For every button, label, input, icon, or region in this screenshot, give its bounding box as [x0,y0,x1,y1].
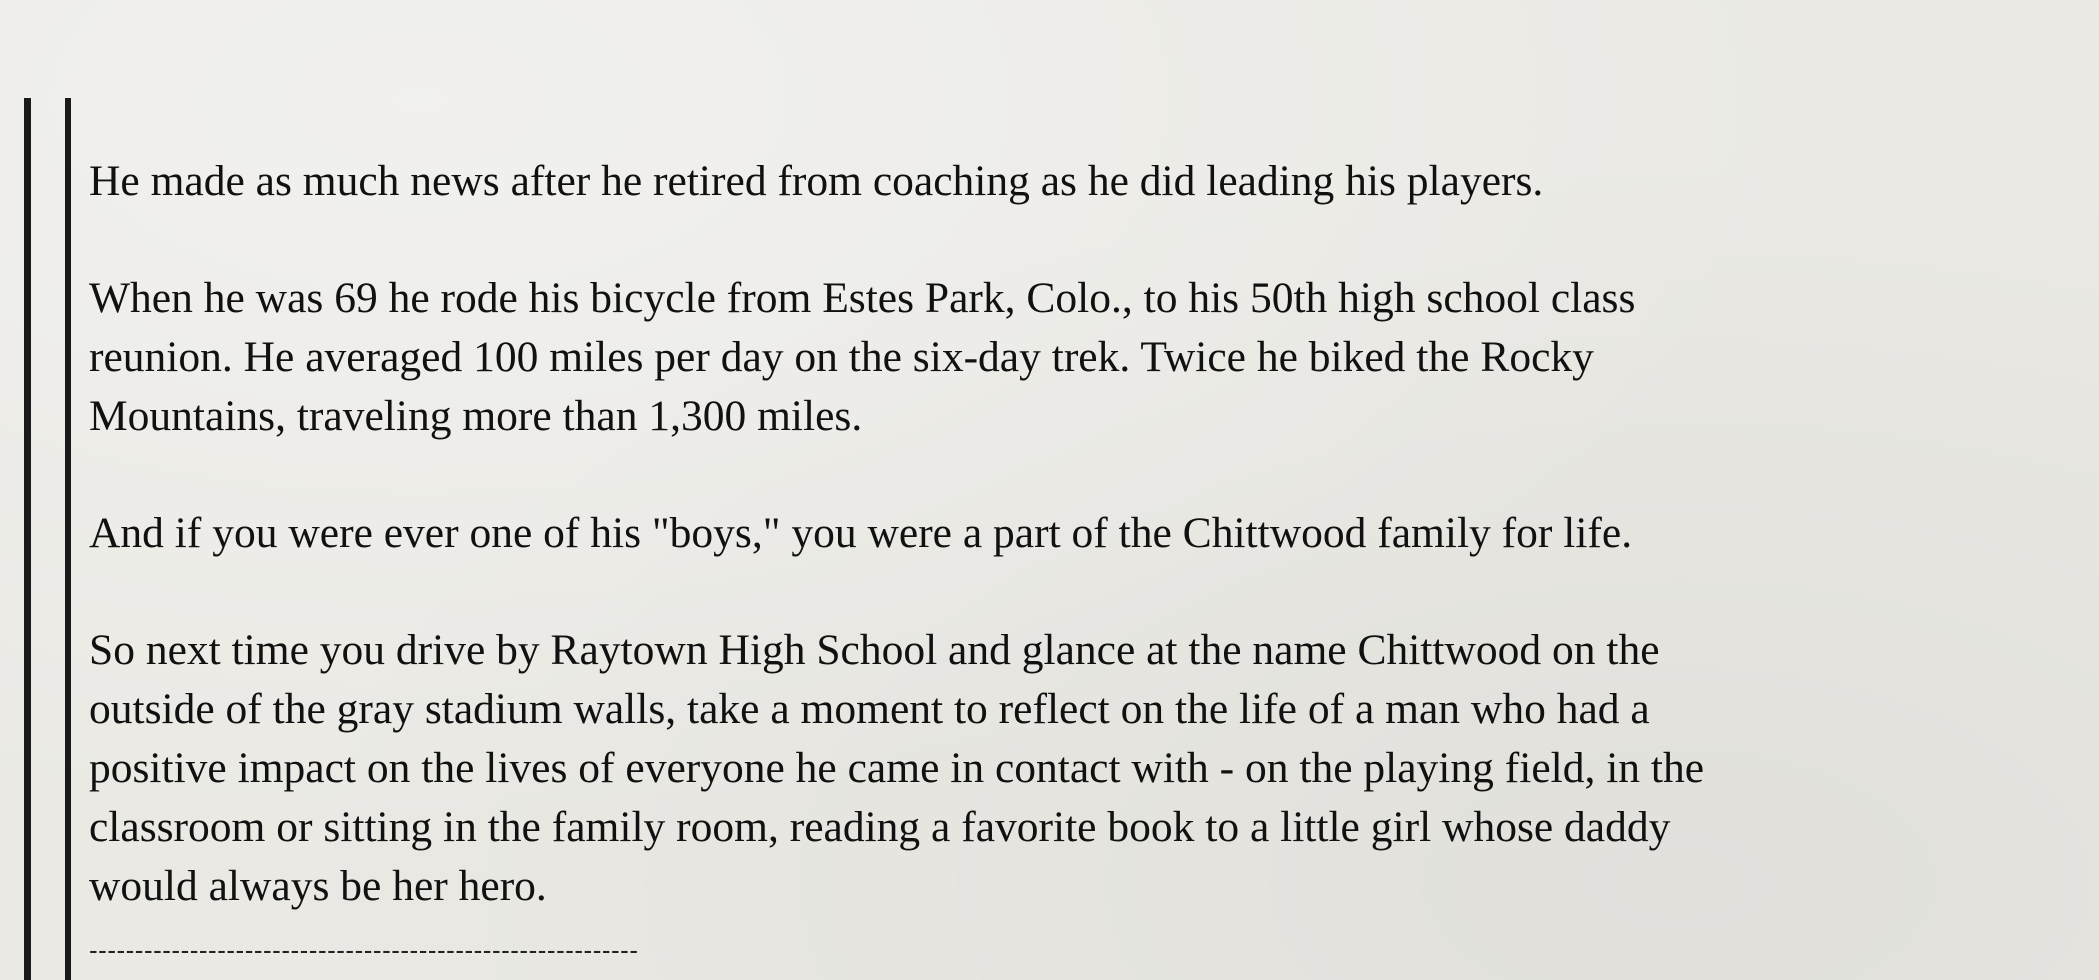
margin-rule-outer [24,98,31,980]
margin-rule-inner [65,98,71,980]
text-line: outside of the gray stadium walls, take a moment to reflect on the life of a man who had a [89,685,1650,733]
text-line: And if you were ever one of his "boys," you were a part of the Chittwood family for life. [89,509,1633,557]
text-line: When he was 69 he rode his bicycle from Estes Park, Colo., to his 50th high school class [89,274,1636,322]
separator-line: ------------------------------------------------------------ [89,935,639,965]
paragraph-family-for-life [89,504,2079,563]
text-line: would always be her hero. [89,862,547,910]
text-line: classroom or sitting in the family room, reading a favorite book to a little girl whose daddy [89,803,1671,851]
text-line: reunion. He averaged 100 miles per day on the six-day trek. Twice he biked the Rocky [89,333,1594,381]
paragraph-retirement-news [89,152,2079,211]
article-body [89,152,2079,974]
text-line: Mountains, traveling more than 1,300 miles. [89,392,863,440]
text-line: positive impact on the lives of everyone he came in contact with - on the playing field, in the [89,744,1705,792]
text-line: So next time you drive by Raytown High School and glance at the name Chittwood on the [89,626,1660,674]
paragraph-bicycle-trip [89,269,2079,446]
paragraph-stadium-reflection [89,621,2079,916]
text-line: He made as much news after he retired from coaching as he did leading his players. [89,157,1544,205]
